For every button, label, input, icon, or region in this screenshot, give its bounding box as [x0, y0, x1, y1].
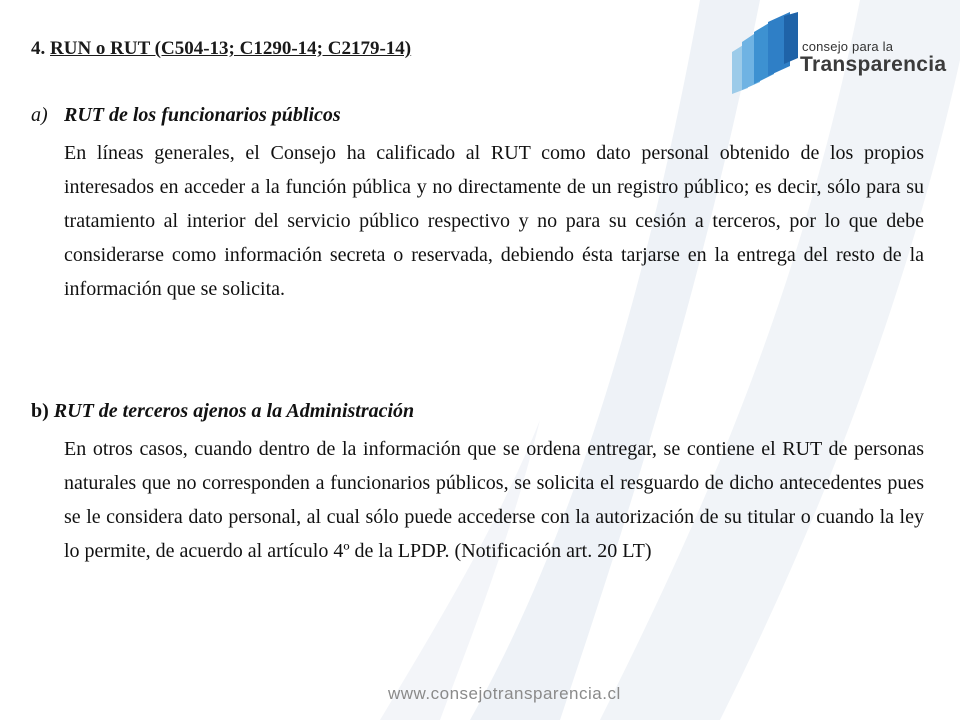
subsection-b-title: RUT de terceros ajenos a la Administración	[53, 400, 415, 422]
subsection-b-marker: b)	[31, 400, 49, 422]
subsection-b-heading	[31, 400, 414, 423]
consejo-transparencia-logo	[728, 12, 947, 94]
heading-title: RUN o RUT (C504-13; C1290-14; C2179-14)	[50, 38, 412, 59]
logo-tagline: consejo para la	[802, 39, 894, 54]
logo-wordmark: Transparencia	[800, 53, 947, 76]
logo-mark-icon	[728, 12, 800, 94]
footer-website-url: www.consejotransparencia.cl	[388, 684, 621, 703]
subsection-a-heading	[31, 104, 341, 127]
section-heading	[31, 38, 411, 60]
heading-number: 4.	[31, 38, 46, 59]
subsection-a-title: RUT de los funcionarios públicos	[64, 104, 341, 126]
subsection-a-paragraph: En líneas generales, el Consejo ha calificado al RUT como dato personal obtenido de los propios interesados en acceder a la función pública y no directamente de un registro público; es decir, sólo para su tratamiento al interior del servicio público respectivo y no para su cesión a terceros, por lo que debe considerarse como información secreta o reservada, debiendo ésta tarjarse en la entrega del resto de la información que se solicita.	[64, 142, 924, 300]
subsection-b-paragraph: En otros casos, cuando dentro de la información que se ordena entregar, se contiene el RUT de personas naturales que no corresponden a funcionarios públicos, se solicita el resguardo de dicho antecedentes pues se le considera dato personal, al cual sólo puede accederse con la autorización de su titular o cuando la ley lo permite, de acuerdo al artículo 4º de la LPDP. (Notificación art. 20 LT)	[64, 438, 924, 562]
subsection-a-marker: a)	[31, 104, 48, 126]
